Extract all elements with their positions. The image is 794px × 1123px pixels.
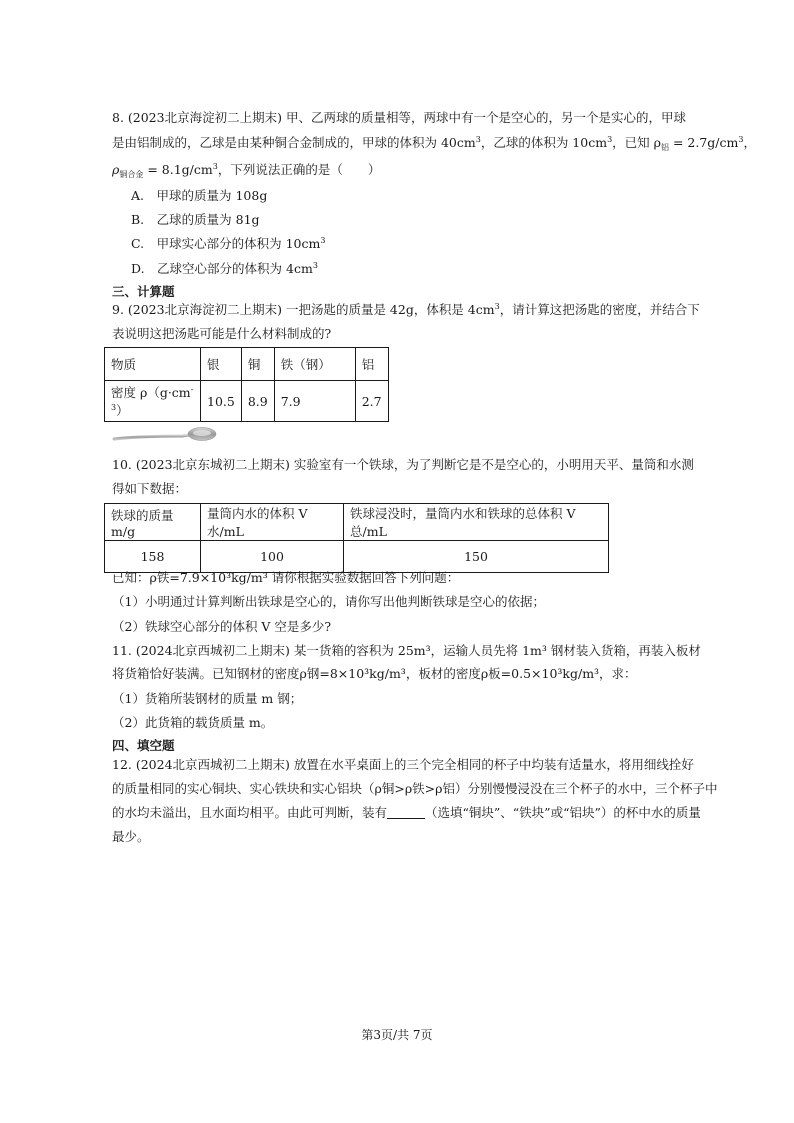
q8-option-c: C. 甲球实心部分的体积为 $10cm^3$ bbox=[131, 236, 326, 251]
table-cell: 8.9 bbox=[241, 381, 274, 422]
q10-sub-2: （2）铁球空心部分的体积 V 空是多少? bbox=[112, 619, 332, 634]
q11-sub-1: （1）货箱所装钢材的质量 m 钢； bbox=[112, 691, 303, 706]
table-cell: 158 bbox=[105, 541, 201, 573]
table-header-cell: 铁球浸没时，量筒内水和铁球的总体积 V 总/mL bbox=[344, 504, 609, 541]
density-table bbox=[104, 347, 389, 422]
q12-line-3: 的水均未溢出，且水面均相平。由此可判断，装有 （选填“铜块”、“铁块”或“铝块”）的杯中水的质量 bbox=[112, 805, 701, 820]
q10-line-1: 10. (2023北京东城初二上期末) 实验室有一个铁球，为了判断它是不是空心的，小明用天平、量筒和水测 bbox=[112, 457, 694, 472]
answer-blank[interactable] bbox=[387, 806, 425, 819]
q10-known: 已知：ρ铁=7.9×10³kg/m³ 请你根据实验数据回答下列问题： bbox=[112, 570, 460, 585]
table-cell: 150 bbox=[344, 541, 609, 573]
q10-line-2: 得如下数据： bbox=[112, 481, 188, 496]
q8-line-1: 8. (2023北京海淀初二上期末) 甲、乙两球的质量相等，两球中有一个是空心的，另一个是实心的，甲球 bbox=[112, 110, 686, 125]
table-header-cell: 银 bbox=[201, 348, 242, 381]
q10-sub-1: （1）小明通过计算判断出铁球是空心的，请你写出他判断铁球是空心的依据； bbox=[112, 594, 545, 609]
q12-line-2: 的质量相同的实心铜块、实心铁块和实心铝块（ρ铜>ρ铁>ρ铝）分别慢慢浸没在三个杯子的水中，三个杯子中 bbox=[112, 781, 718, 796]
table-cell: 100 bbox=[201, 541, 344, 573]
table-cell: 10.5 bbox=[201, 381, 242, 422]
table-header-cell: 铁（钢） bbox=[274, 348, 355, 381]
q8-option-b: B. 乙球的质量为 81g bbox=[131, 212, 260, 227]
q11-line-1: 11. (2024北京西城初二上期末) 某一货箱的容积为 25m³，运输人员先将 1m³ 钢材装入货箱，再装入板材 bbox=[112, 643, 701, 658]
table-row-label: 密度 $\rho(g\cdot cm^{-3})$ bbox=[105, 381, 201, 422]
table-cell: 7.9 bbox=[274, 381, 355, 422]
q11-line-2: 将货箱恰好装满。已知钢材的密度ρ钢=8×10³kg/m³，板材的密度ρ板=0.5×10³kg/m³，求： bbox=[112, 666, 637, 681]
q9-line-1: 9. (2023北京海淀初二上期末) 一把汤匙的质量是 42g，体积是 $4cm^3$，请计算这把汤匙的密度，并结合下 bbox=[112, 302, 700, 317]
spoon-image bbox=[112, 424, 218, 448]
iron-ball-table bbox=[104, 503, 609, 573]
q8-option-a: A. 甲球的质量为 108g bbox=[131, 188, 268, 203]
q8-option-d: D. 乙球空心部分的体积为 $4cm^3$ bbox=[131, 261, 318, 276]
table-header-cell: 铁球的质量 m/g bbox=[105, 504, 201, 541]
q12-line-4: 最少。 bbox=[112, 829, 150, 844]
table-header-cell: 物质 bbox=[105, 348, 201, 381]
table-header-cell: 量筒内水的体积 V 水/mL bbox=[201, 504, 344, 541]
q11-sub-2: （2）此货箱的载货质量 m。 bbox=[112, 715, 274, 730]
table-cell: 2.7 bbox=[355, 381, 388, 422]
table-header-cell: 铝 bbox=[355, 348, 388, 381]
table-header-cell: 铜 bbox=[241, 348, 274, 381]
q8-line-2: 是由铝制成的，乙球是由某种铜合金制成的，甲球的体积为 $40cm^3$，乙球的体积为 $10cm^3$，已知 $\rho_铝 = 2.7g/cm^3$， bbox=[112, 135, 756, 152]
q12-line-1: 12. (2024北京西城初二上期末) 放置在水平桌面上的三个完全相同的杯子中均装有适量水，将用细线拴好 bbox=[112, 757, 694, 772]
q9-line-2: 表说明这把汤匙可能是什么材料制成的? bbox=[112, 326, 332, 341]
section-title-calculation: 三、计算题 bbox=[112, 284, 175, 299]
section-title-fill-in: 四、填空题 bbox=[112, 738, 175, 753]
q8-line-3: $\rho_{铜合金} = 8.1g/cm^3$，下列说法正确的是（ ） bbox=[112, 162, 381, 179]
page-number: 第3页/共 7页 bbox=[361, 1028, 433, 1042]
